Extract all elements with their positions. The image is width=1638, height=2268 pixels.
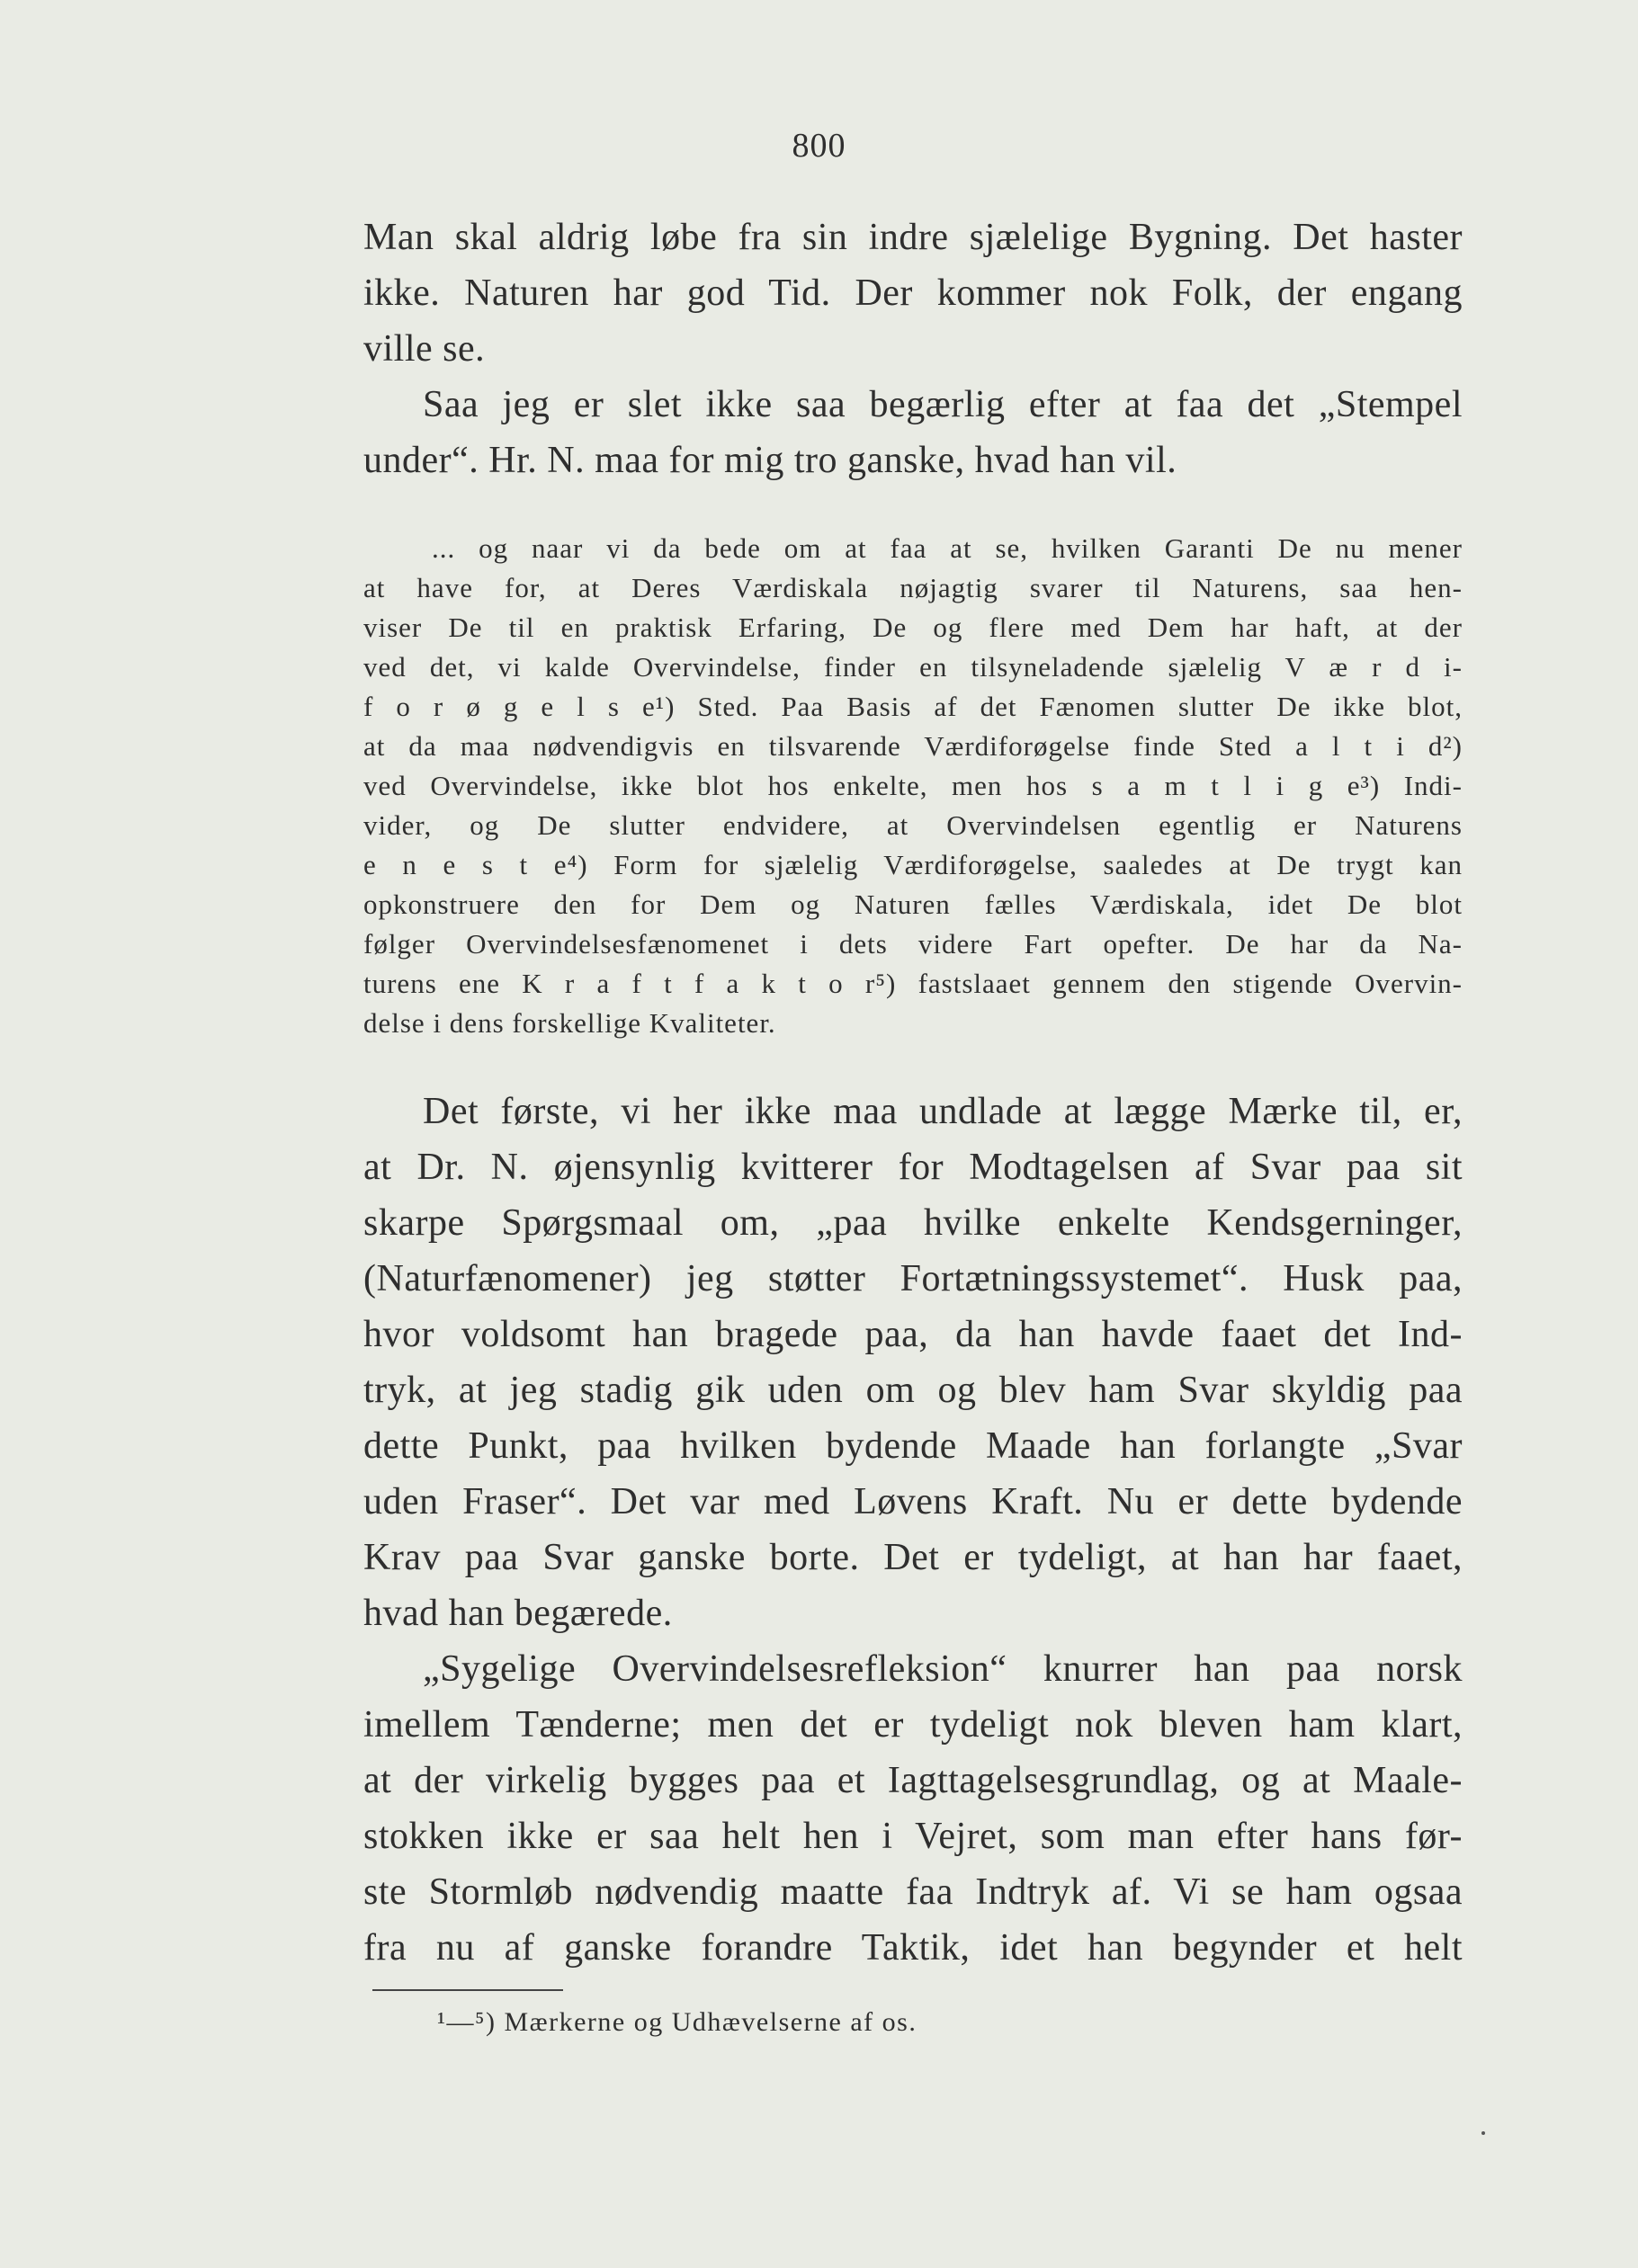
- text-line: Saa jeg er slet ikke saa begærlig efter at faa det „Stempel: [423, 384, 1463, 425]
- text-line: under“. Hr. N. maa for mig tro ganske, hvad han vil.: [363, 440, 1177, 481]
- quote-line: at have for, at Deres Værdiskala nøjagtig svarer til Naturens, saa hen-: [363, 572, 1463, 603]
- text-line: uden Fraser“. Det var med Løvens Kraft. Nu er dette bydende: [363, 1481, 1463, 1522]
- quote-line: følger Overvindelsesfænomenet i dets videre Fart opefter. De har da Na-: [363, 928, 1463, 960]
- quote-line: ved Overvindelse, ikke blot hos enkelte, men hos s a m t l i g e³) Indi-: [363, 770, 1463, 801]
- quote-line: turens ene K r a f t f a k t o r⁵) fastslaaet gennem den stigende Overvin-: [363, 968, 1463, 999]
- text-line: Det første, vi her ikke maa undlade at lægge Mærke til, er,: [423, 1091, 1463, 1132]
- paper-speck: [1481, 2131, 1485, 2135]
- text-line: ste Stormløb nødvendig maatte faa Indtryk af. Vi se ham ogsaa: [363, 1871, 1463, 1913]
- text-line: stokken ikke er saa helt hen i Vejret, som man efter hans før-: [363, 1816, 1463, 1857]
- text-line: skarpe Spørgsmaal om, „paa hvilke enkelte Kendsgerninger,: [363, 1202, 1463, 1244]
- quote-line: at da maa nødvendigvis en tilsvarende Værdiforøgelse finde Sted a l t i d²): [363, 730, 1463, 762]
- text-line: hvad han begærede.: [363, 1593, 673, 1634]
- quote-line: ... og naar vi da bede om at faa at se, hvilken Garanti De nu mener: [432, 532, 1463, 564]
- quote-line: e n e s t e⁴) Form for sjælelig Værdiforøgelse, saaledes at De trygt kan: [363, 849, 1463, 880]
- quote-line: vider, og De slutter endvidere, at Overvindelsen egentlig er Naturens: [363, 809, 1463, 841]
- text-line: imellem Tænderne; men det er tydeligt nok bleven ham klart,: [363, 1704, 1463, 1746]
- quote-line: delse i dens forskellige Kvaliteter.: [363, 1007, 776, 1039]
- footnote: ¹—⁵) Mærkerne og Udhævelserne af os.: [437, 2007, 917, 2037]
- text-line: (Naturfænomener) jeg støtter Fortætningssystemet“. Husk paa,: [363, 1258, 1463, 1299]
- quote-line: ved det, vi kalde Overvindelse, finder en tilsyneladende sjælelig V æ r d i-: [363, 651, 1463, 683]
- text-line: fra nu af ganske forandre Taktik, idet han begynder et helt: [363, 1927, 1463, 1969]
- text-line: ville se.: [363, 328, 486, 370]
- text-line: dette Punkt, paa hvilken bydende Maade han forlangte „Svar: [363, 1425, 1463, 1467]
- quote-line: f o r ø g e l s e¹) Sted. Paa Basis af det Fænomen slutter De ikke blot,: [363, 691, 1463, 722]
- text-line: at der virkelig bygges paa et Iagttagelsesgrundlag, og at Maale-: [363, 1760, 1463, 1801]
- text-line: Man skal aldrig løbe fra sin indre sjælelige Bygning. Det haster: [363, 217, 1463, 258]
- text-line: hvor voldsomt han bragede paa, da han havde faaet det Ind-: [363, 1314, 1463, 1355]
- text-line: ikke. Naturen har god Tid. Der kommer nok Folk, der engang: [363, 272, 1463, 314]
- text-line: Krav paa Svar ganske borte. Det er tydeligt, at han har faaet,: [363, 1537, 1463, 1578]
- footnote-rule: [372, 1989, 563, 1991]
- quote-line: opkonstruere den for Dem og Naturen fælles Værdiskala, idet De blot: [363, 888, 1463, 920]
- page-number: 800: [792, 127, 846, 165]
- quote-line: viser De til en praktisk Erfaring, De og flere med Dem har haft, at der: [363, 612, 1463, 643]
- text-line: at Dr. N. øjensynlig kvitterer for Modtagelsen af Svar paa sit: [363, 1147, 1463, 1188]
- text-line: tryk, at jeg stadig gik uden om og blev ham Svar skyldig paa: [363, 1370, 1463, 1411]
- text-line: „Sygelige Overvindelsesrefleksion“ knurrer han paa norsk: [423, 1648, 1463, 1690]
